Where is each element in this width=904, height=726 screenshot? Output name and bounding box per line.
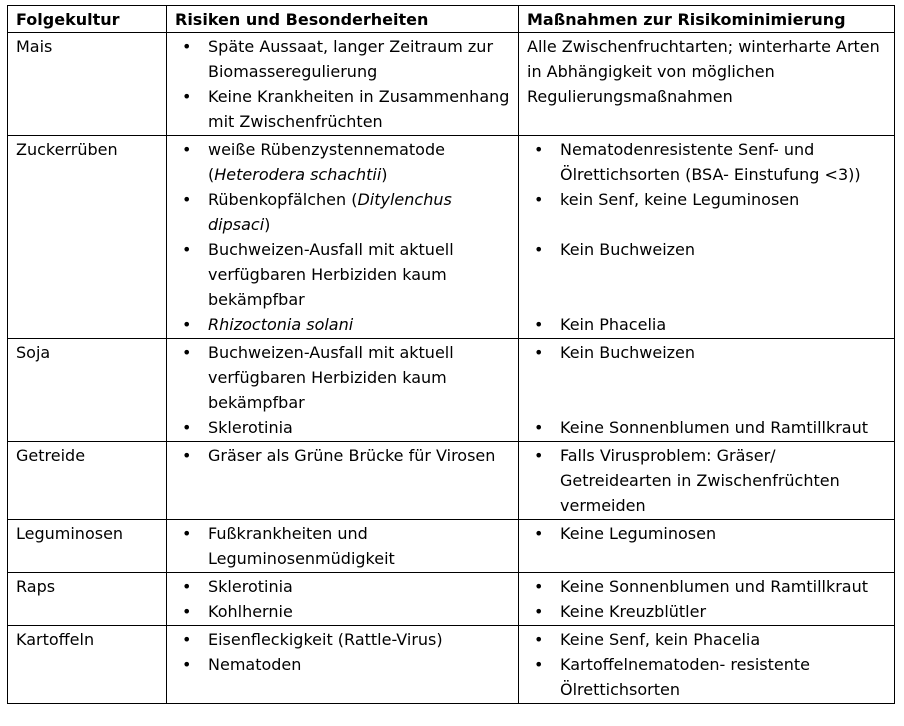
list-item: • Kein Buchweizen [527, 340, 886, 365]
list-item: • Keine Kreuzblütler [527, 599, 886, 624]
list-item: • Kein Phacelia [527, 312, 886, 337]
crop-cell: Mais [8, 33, 167, 136]
risks-cell [167, 33, 519, 136]
crop-cell: Getreide [8, 442, 167, 520]
list-item: • kein Senf, keine Leguminosen [527, 187, 886, 212]
list-item: • Falls Virusproblem: Gräser/ Getreidearten in Zwischenfrüchten vermeiden [527, 443, 886, 518]
table-row [8, 520, 895, 573]
list-item: • Nematoden [175, 652, 510, 677]
header-risiken: Risiken und Besonderheiten [167, 6, 519, 33]
list-item: • Späte Aussaat, langer Zeitraum zur Biomasseregulierung [175, 34, 510, 84]
list-item: • Keine Senf, kein Phacelia [527, 627, 886, 652]
risks-cell [167, 136, 519, 339]
header-row [8, 6, 895, 33]
table-row [8, 136, 895, 339]
risks-cell [167, 339, 519, 442]
crop-rotation-table [7, 5, 895, 704]
list-item: • Keine Leguminosen [527, 521, 886, 546]
header-massnahmen: Maßnahmen zur Risikominimierung [519, 6, 895, 33]
list-item: • Rübenkopfälchen (Ditylenchus dipsaci) [175, 187, 510, 237]
table-row [8, 442, 895, 520]
measures-cell [519, 442, 895, 520]
header-folgekultur: Folgekultur [8, 6, 167, 33]
measures-cell: Alle Zwischenfruchtarten; winterharte Arten in Abhängigkeit von möglichen Regulierungsmaßnahmen [519, 33, 895, 136]
risks-cell [167, 520, 519, 573]
list-item: • Eisenfleckigkeit (Rattle-Virus) [175, 627, 510, 652]
risks-cell [167, 442, 519, 520]
list-item: • weiße Rübenzystennematode (Heterodera schachtii) [175, 137, 510, 187]
table-row [8, 573, 895, 626]
list-item: • Kohlhernie [175, 599, 510, 624]
measures-cell [519, 573, 895, 626]
crop-cell: Soja [8, 339, 167, 442]
risks-cell [167, 626, 519, 704]
measures-cell [519, 520, 895, 573]
list-item: • Gräser als Grüne Brücke für Virosen [175, 443, 510, 468]
table-row [8, 626, 895, 704]
risks-cell [167, 573, 519, 626]
list-item: • Buchweizen-Ausfall mit aktuell verfügbaren Herbiziden kaum bekämpfbar [175, 340, 510, 415]
measures-cell [519, 136, 895, 339]
list-item: • Buchweizen-Ausfall mit aktuell verfügbaren Herbiziden kaum bekämpfbar [175, 237, 510, 312]
list-item: • Sklerotinia [175, 574, 510, 599]
list-item: • Fußkrankheiten und Leguminosenmüdigkeit [175, 521, 510, 571]
table-row [8, 33, 895, 136]
measures-cell [519, 339, 895, 442]
list-item: • Keine Sonnenblumen und Ramtillkraut [527, 574, 886, 599]
list-item: • Kartoffelnematoden- resistente Ölrettichsorten [527, 652, 886, 702]
crop-cell: Raps [8, 573, 167, 626]
table-row [8, 339, 895, 442]
crop-cell: Leguminosen [8, 520, 167, 573]
list-item: • Keine Krankheiten in Zusammenhang mit Zwischenfrüchten [175, 84, 510, 134]
measures-cell [519, 626, 895, 704]
list-item: • Kein Buchweizen [527, 237, 886, 262]
list-item: • Nematodenresistente Senf- und Ölrettichsorten (BSA- Einstufung <3)) [527, 137, 886, 187]
list-item: • Sklerotinia [175, 415, 510, 440]
list-item: • Rhizoctonia solani [175, 312, 510, 337]
list-item: • Keine Sonnenblumen und Ramtillkraut [527, 415, 886, 440]
crop-cell: Kartoffeln [8, 626, 167, 704]
crop-cell: Zuckerrüben [8, 136, 167, 339]
